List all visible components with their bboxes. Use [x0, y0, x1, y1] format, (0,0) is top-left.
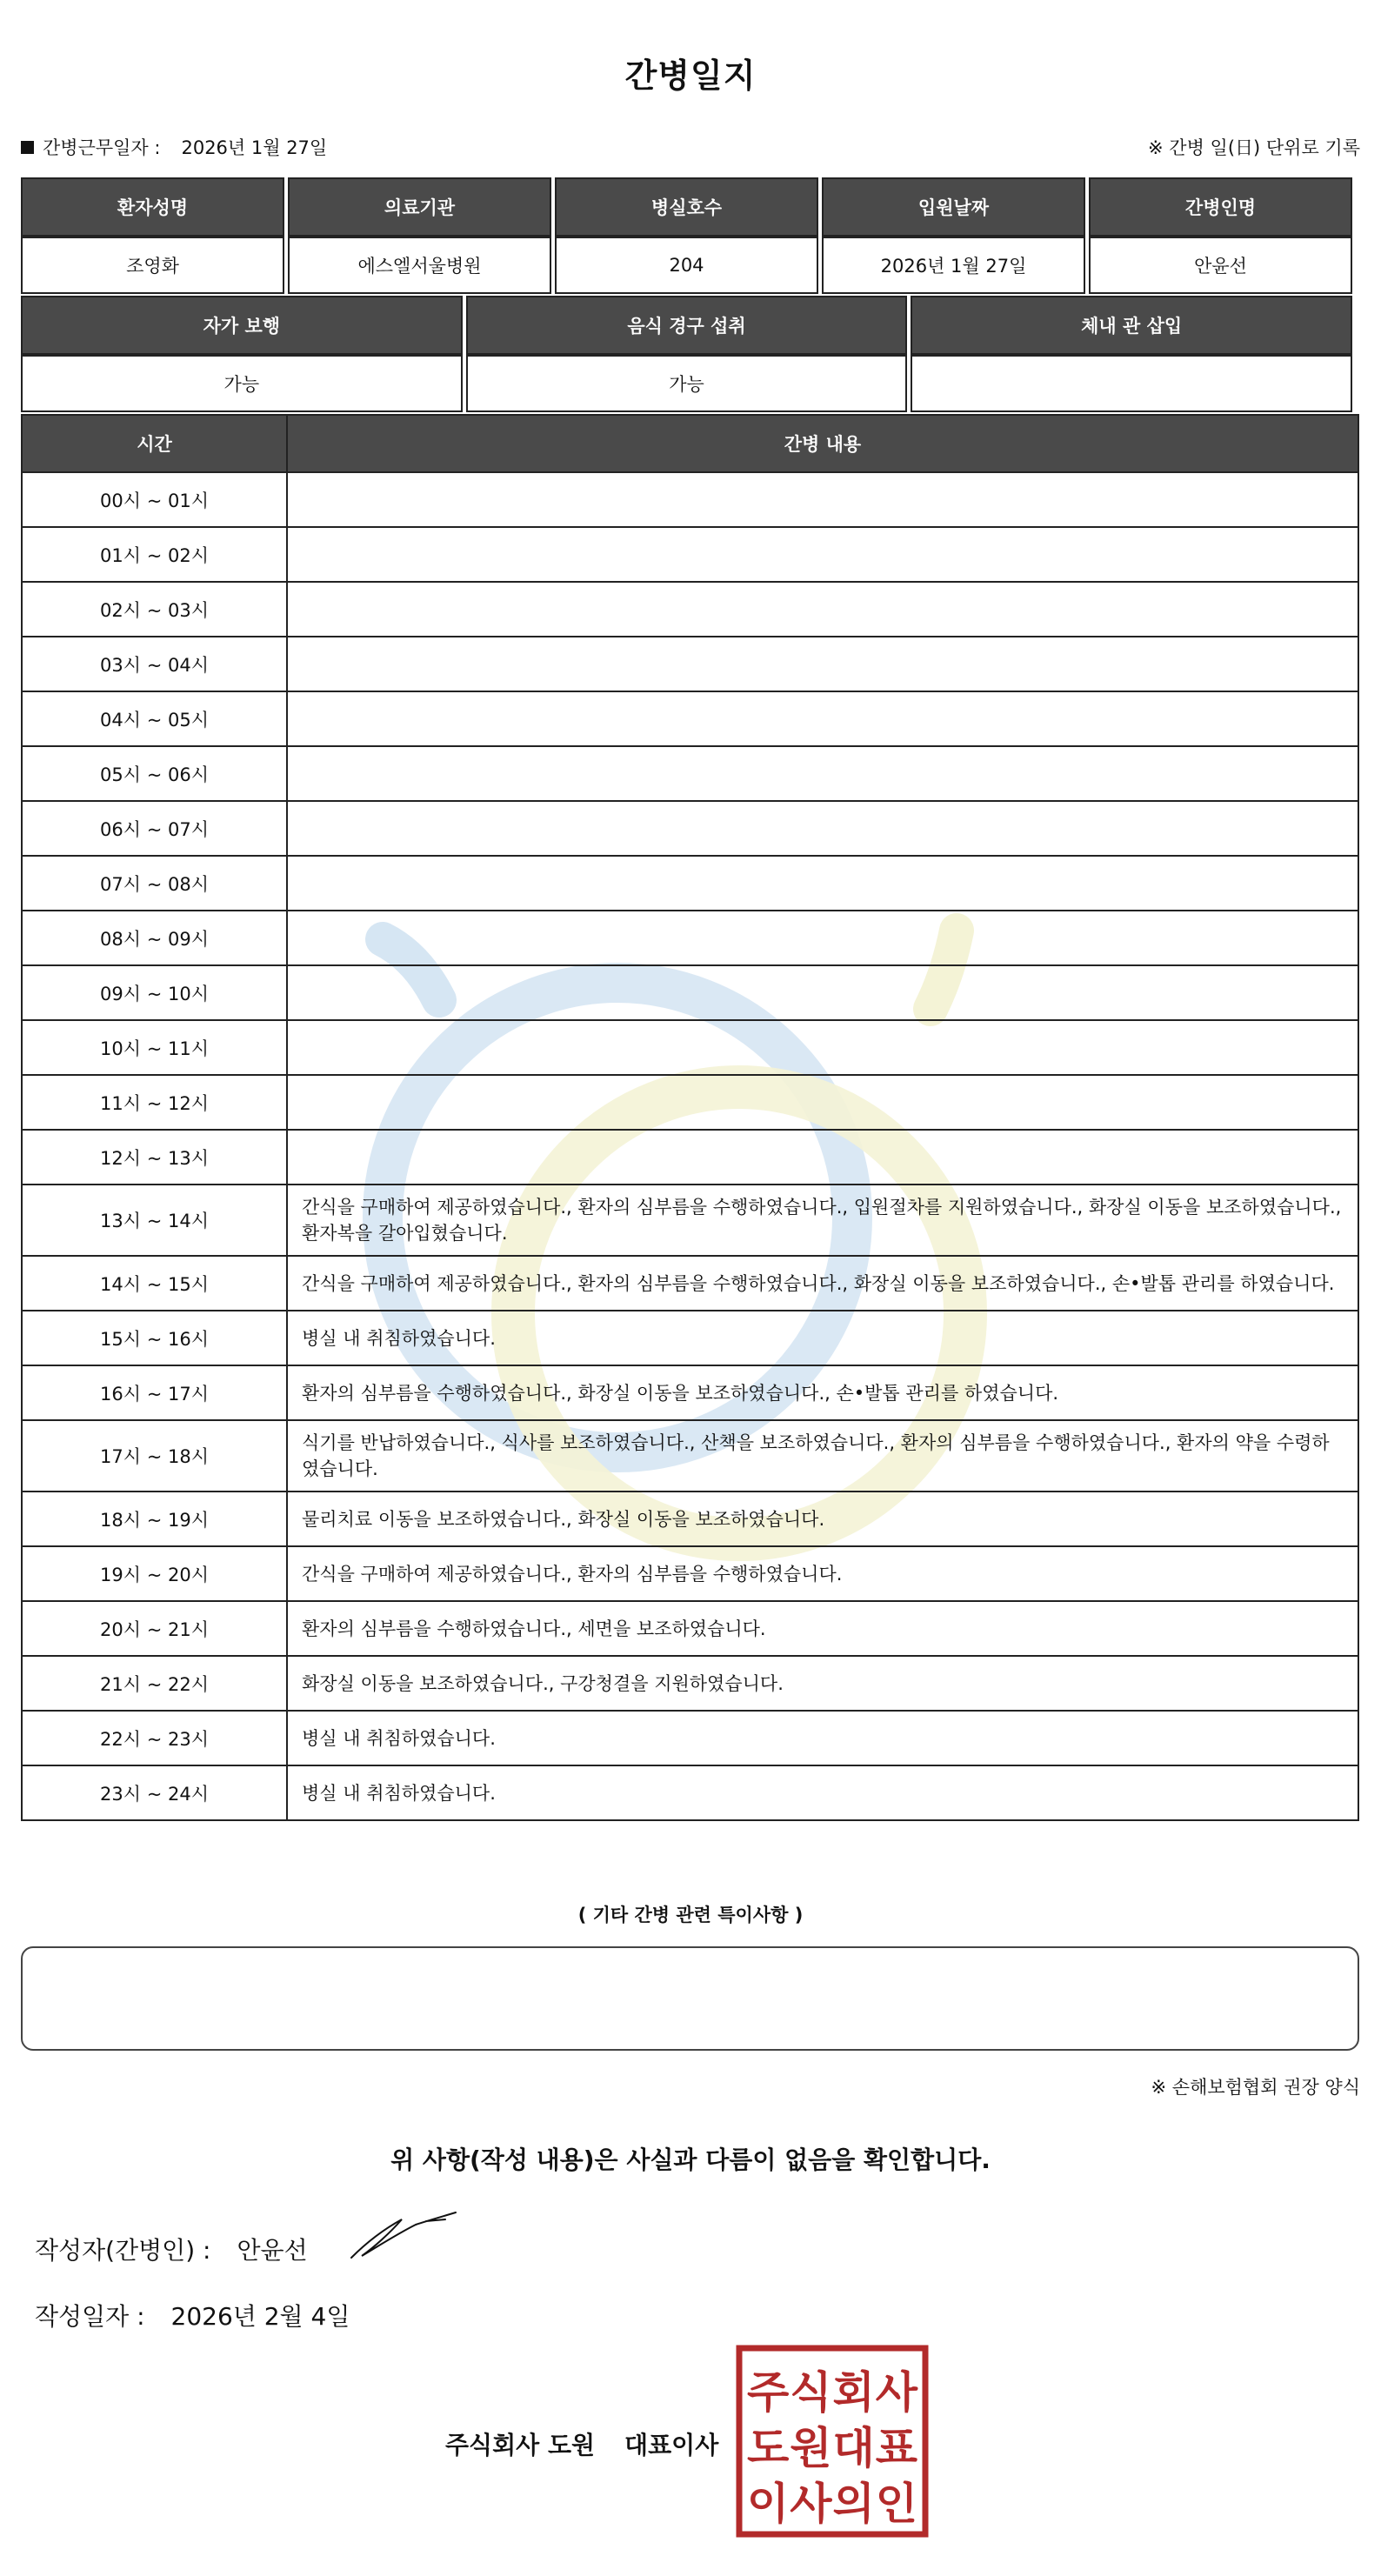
room-number: 204 [555, 237, 818, 294]
log-time-cell: 00시 ~ 01시 [22, 472, 287, 527]
svg-text:주식회사: 주식회사 [747, 2367, 917, 2418]
care-log-table [21, 414, 1359, 1821]
log-time-cell: 15시 ~ 16시 [22, 1311, 287, 1365]
written-date-row [35, 2298, 350, 2332]
remarks-box [21, 1946, 1359, 2051]
patient-header-cell: 환자성명 [21, 177, 284, 237]
log-time-cell: 19시 ~ 20시 [22, 1546, 287, 1601]
log-row [22, 1256, 1358, 1311]
log-time-cell: 07시 ~ 08시 [22, 856, 287, 911]
work-date-value: 2026년 1월 27일 [181, 137, 328, 158]
admission-date: 2026년 1월 27일 [822, 237, 1085, 294]
log-row [22, 637, 1358, 691]
log-content-cell: 환자의 심부름을 수행하였습니다., 세면을 보조하였습니다. [287, 1601, 1358, 1656]
log-content-cell [287, 1130, 1358, 1185]
representative-title: 대표이사 [624, 2431, 719, 2459]
log-time-cell: 20시 ~ 21시 [22, 1601, 287, 1656]
status-header-cell: 자가 보행 [21, 296, 463, 355]
page-title: 간병일지 [624, 57, 757, 95]
unit-note: ※ 간병 일(日) 단위로 기록 [1148, 137, 1360, 158]
log-time-cell: 17시 ~ 18시 [22, 1420, 287, 1492]
log-row [22, 911, 1358, 965]
log-row [22, 1601, 1358, 1656]
log-time-cell: 12시 ~ 13시 [22, 1130, 287, 1185]
confirmation-statement: 위 사항(작성 내용)은 사실과 다름이 없음을 확인합니다. [390, 2146, 991, 2174]
log-content-cell [287, 965, 1358, 1020]
log-time-cell: 03시 ~ 04시 [22, 637, 287, 691]
log-time-cell: 21시 ~ 22시 [22, 1656, 287, 1711]
medical-institution: 에스엘서울병원 [288, 237, 551, 294]
log-row [22, 1492, 1358, 1546]
remarks-title: ( 기타 간병 관련 특이사항 ) [577, 1905, 804, 1925]
log-content-cell [287, 691, 1358, 746]
log-row [22, 472, 1358, 527]
log-content-cell: 병실 내 취침하였습니다. [287, 1765, 1358, 1820]
log-row [22, 582, 1358, 637]
log-time-cell: 13시 ~ 14시 [22, 1185, 287, 1256]
log-content-cell [287, 1020, 1358, 1075]
log-row [22, 1420, 1358, 1492]
log-time-cell: 14시 ~ 15시 [22, 1256, 287, 1311]
oral-intake-value: 가능 [466, 355, 908, 412]
signer-row [35, 2232, 308, 2266]
written-date-value: 2026년 2월 4일 [170, 2302, 350, 2331]
log-time-cell: 01시 ~ 02시 [22, 527, 287, 582]
log-content-cell: 간식을 구매하여 제공하였습니다., 환자의 심부름을 수행하였습니다., 입원절차를 지원하였습니다., 화장실 이동을 보조하였습니다., 환자복을 갈아입혔습니다. [287, 1185, 1358, 1256]
log-time-cell: 02시 ~ 03시 [22, 582, 287, 637]
log-content-cell: 병실 내 취침하였습니다. [287, 1311, 1358, 1365]
written-date-label: 작성일자 : [35, 2302, 145, 2331]
log-row [22, 1656, 1358, 1711]
log-time-cell: 23시 ~ 24시 [22, 1765, 287, 1820]
log-time-cell: 08시 ~ 09시 [22, 911, 287, 965]
form-note: ※ 손해보험협회 권장 양식 [1151, 2077, 1360, 2098]
log-header-content: 간병 내용 [287, 415, 1358, 472]
company-row [445, 2426, 718, 2461]
log-content-cell: 병실 내 취침하였습니다. [287, 1711, 1358, 1765]
square-bullet-icon [21, 141, 34, 154]
log-row [22, 1311, 1358, 1365]
log-row [22, 1075, 1358, 1130]
log-content-cell: 간식을 구매하여 제공하였습니다., 환자의 심부름을 수행하였습니다. [287, 1546, 1358, 1601]
log-time-cell: 22시 ~ 23시 [22, 1711, 287, 1765]
log-row [22, 1546, 1358, 1601]
log-row [22, 527, 1358, 582]
tube-insertion-value [911, 355, 1352, 412]
signer-label: 작성자(간병인) : [35, 2236, 211, 2265]
svg-text:도원대표: 도원대표 [747, 2423, 917, 2473]
log-row [22, 746, 1358, 801]
patient-header-cell: 의료기관 [288, 177, 551, 237]
log-row [22, 965, 1358, 1020]
log-time-cell: 18시 ~ 19시 [22, 1492, 287, 1546]
log-content-cell: 간식을 구매하여 제공하였습니다., 환자의 심부름을 수행하였습니다., 화장실 이동을 보조하였습니다., 손•발톱 관리를 하였습니다. [287, 1256, 1358, 1311]
log-content-cell: 식기를 반납하였습니다., 식사를 보조하였습니다., 산책을 보조하였습니다., 환자의 심부름을 수행하였습니다., 환자의 약을 수령하였습니다. [287, 1420, 1358, 1492]
log-row [22, 801, 1358, 856]
log-row [22, 1185, 1358, 1256]
log-row [22, 1765, 1358, 1820]
care-log-body [22, 472, 1358, 1820]
handwritten-signature [348, 2209, 461, 2261]
log-content-cell: 화장실 이동을 보조하였습니다., 구강청결을 지원하였습니다. [287, 1656, 1358, 1711]
log-content-cell [287, 582, 1358, 637]
status-header-cell: 음식 경구 섭취 [466, 296, 908, 355]
log-time-cell: 09시 ~ 10시 [22, 965, 287, 1020]
log-header-time: 시간 [22, 415, 287, 472]
patient-header-cell: 병실호수 [555, 177, 818, 237]
log-content-cell [287, 856, 1358, 911]
log-time-cell: 16시 ~ 17시 [22, 1365, 287, 1420]
status-header-cell: 체내 관 삽입 [911, 296, 1352, 355]
log-row [22, 1020, 1358, 1075]
patient-status-table [17, 296, 1356, 412]
log-content-cell: 환자의 심부름을 수행하였습니다., 화장실 이동을 보조하였습니다., 손•발톱 관리를 하였습니다. [287, 1365, 1358, 1420]
patient-header-cell: 입원날짜 [822, 177, 1085, 237]
log-content-cell [287, 801, 1358, 856]
log-time-cell: 04시 ~ 05시 [22, 691, 287, 746]
log-time-cell: 11시 ~ 12시 [22, 1075, 287, 1130]
self-walking-value: 가능 [21, 355, 463, 412]
log-content-cell [287, 472, 1358, 527]
log-content-cell [287, 746, 1358, 801]
patient-name: 조영화 [21, 237, 284, 294]
log-content-cell [287, 527, 1358, 582]
work-date-row [21, 134, 327, 160]
log-time-cell: 05시 ~ 06시 [22, 746, 287, 801]
log-content-cell: 물리치료 이동을 보조하였습니다., 화장실 이동을 보조하였습니다. [287, 1492, 1358, 1546]
log-row [22, 691, 1358, 746]
signer-name: 안윤선 [237, 2236, 308, 2265]
log-row [22, 1130, 1358, 1185]
caregiver-name: 안윤선 [1089, 237, 1352, 294]
log-row [22, 1365, 1358, 1420]
svg-text:이사의인: 이사의인 [747, 2479, 917, 2529]
patient-header-cell: 간병인명 [1089, 177, 1352, 237]
patient-info-table [17, 177, 1356, 294]
log-row [22, 856, 1358, 911]
log-content-cell [287, 911, 1358, 965]
log-content-cell [287, 1075, 1358, 1130]
log-row [22, 1711, 1358, 1765]
work-date-label: 간병근무일자 : [43, 137, 161, 158]
log-time-cell: 06시 ~ 07시 [22, 801, 287, 856]
log-time-cell: 10시 ~ 11시 [22, 1020, 287, 1075]
company-name: 주식회사 도원 [445, 2431, 596, 2459]
log-content-cell [287, 637, 1358, 691]
company-seal-stamp [736, 2345, 929, 2538]
